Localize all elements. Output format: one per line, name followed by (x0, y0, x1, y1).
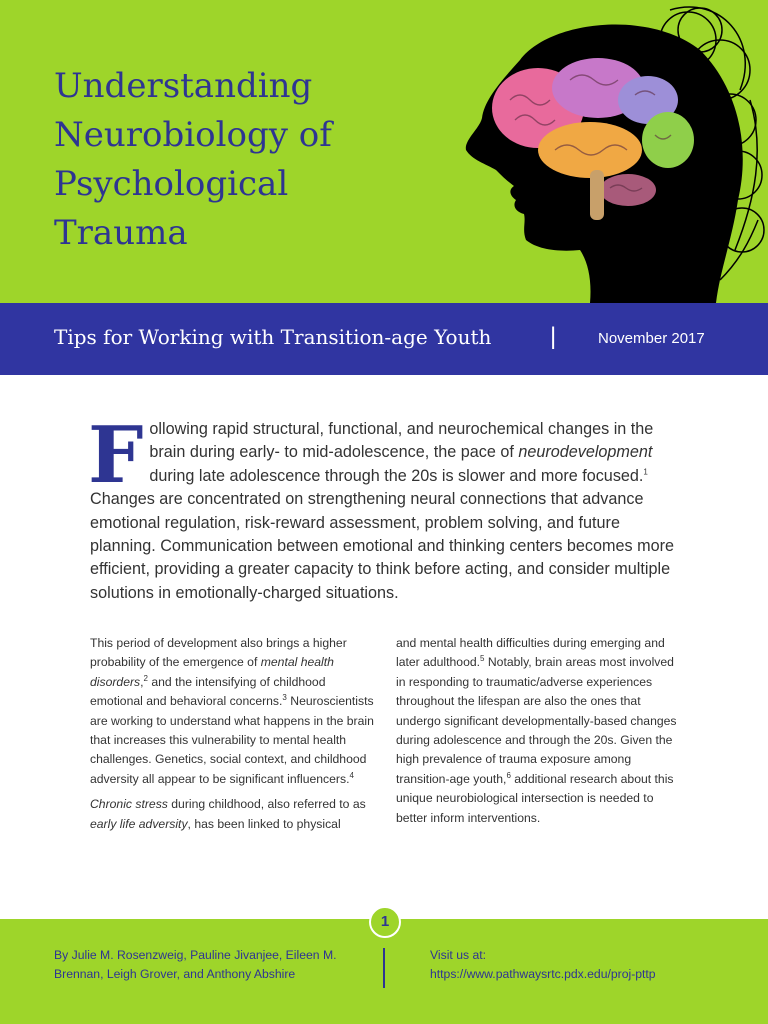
footnote-ref-2: 2 (143, 673, 148, 683)
footnote-ref-5: 5 (480, 654, 485, 664)
paragraph-continuation (396, 634, 684, 828)
banner-title: Tips for Working with Transition-age Youth (54, 325, 492, 349)
title-line-4: Trauma (54, 213, 188, 253)
paragraph-development (90, 634, 378, 789)
intro-text-1: ollowing rapid structural, functional, and neurochemical changes in the brain during early- to mid-adolescence, the pace of (149, 420, 654, 462)
publication-date: November 2017 (598, 330, 705, 347)
footnote-ref-3: 3 (282, 693, 287, 703)
footer-divider (383, 948, 385, 988)
paragraph-chronic-stress (90, 795, 378, 834)
drop-cap: F (88, 410, 144, 501)
text: and the intensifying of childhood emotional and behavioral concerns. (90, 674, 326, 709)
text: , has been linked to physical (187, 816, 341, 831)
emphasis: Chronic stress (90, 797, 168, 812)
title-line-3: Psychological (54, 164, 289, 204)
intro-paragraph (88, 410, 678, 605)
intro-emphasis: neurodevelopment (518, 443, 653, 462)
text: and mental health difficulties during emerging and later adulthood. (396, 636, 665, 670)
banner-separator: | (550, 323, 557, 350)
visit-info (430, 946, 656, 985)
footnote-ref-6: 6 (506, 770, 511, 780)
text: additional research about this unique neurobiological intersection is needed to better inform interventions. (396, 771, 674, 825)
footnote-ref-1: 1 (643, 467, 648, 477)
text: This period of development also brings a higher probability of the emergence of (90, 636, 347, 670)
text: during childhood, also referred to as (167, 797, 366, 812)
body-column-left (90, 634, 378, 840)
page-number: 1 (369, 906, 401, 938)
banner (0, 303, 768, 375)
brain-silhouette-icon (420, 0, 768, 303)
visit-label: Visit us at: (430, 948, 486, 962)
footnote-ref-4: 4 (349, 770, 354, 780)
title-line-2: Neurobiology of (54, 115, 332, 155)
intro-text-2: during late adolescence through the 20s is slower and more focused. (149, 466, 644, 485)
authors: By Julie M. Rosenzweig, Pauline Jivanjee, Eileen M. Brennan, Leigh Grover, and Anthony Abshire (54, 948, 337, 982)
header (0, 0, 768, 303)
page-title (54, 62, 332, 258)
text: Notably, brain areas most involved in responding to traumatic/adverse experiences throughout the lifespan are also the ones that undergo significant developmentally-based changes during adolescence and through the 20s. Given the high prevalence of trauma exposure among transition-age youth, (396, 655, 677, 786)
visit-url-link[interactable]: https://www.pathwaysrtc.pdx.edu/proj-pttp (430, 967, 656, 982)
title-line-1: Understanding (54, 66, 313, 106)
text: , (140, 674, 144, 689)
text: Neuroscientists are working to understand what happens in the brain that increases this vulnerability to mental health challenges. Genetics, social context, and childhood adversity all appear to be significant influencers. (90, 694, 374, 786)
emphasis: early life adversity (90, 816, 188, 831)
emphasis: mental health disorders (90, 655, 334, 689)
intro-text-3: Changes are concentrated on strengthening neural connections that advance emotional regulation, risk-reward assessment, problem solving, and future planning. Communication between emotional and thinking centers becomes more efficient, providing a greater capacity to think before acting, and consider multiple solutions in emotionally-charged situations. (90, 490, 674, 602)
body-column-right (396, 634, 684, 834)
